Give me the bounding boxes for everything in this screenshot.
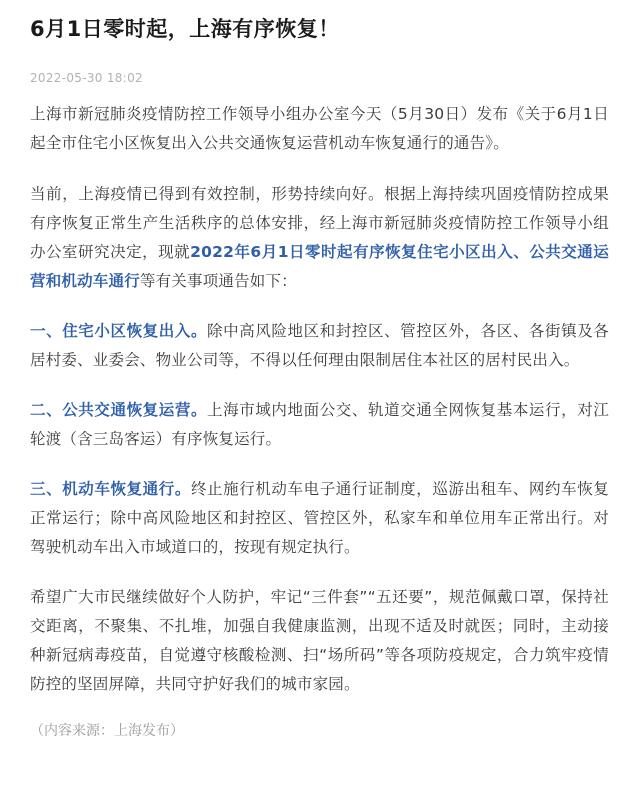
section-public-transport — [30, 396, 609, 454]
section-body: 上海市域内地面公交、轨道交通全网恢复基本运行，对江轮渡（含三岛客运）有序恢复运行。 — [30, 401, 609, 448]
intro-paragraph: 上海市新冠肺炎疫情防控工作领导小组办公室今天（5月30日）发布《关于6月1日起全市住宅小区恢复出入公共交通恢复运营机动车恢复通行的通告》。 — [30, 105, 609, 152]
section-heading: 三、机动车恢复通行。 — [30, 480, 191, 498]
section-body: 终止施行机动车电子通行证制度，巡游出租车、网约车恢复正常运行；除中高风险地区和封控区、管控区外，私家车和单位用车正常出行。对驾驶机动车出入市域道口的，按现有规定执行。 — [30, 480, 609, 556]
publish-date: 2022-05-30 18:02 — [30, 71, 143, 85]
context-highlight: 2022年6月1日零时起有序恢复住宅小区出入、公共交通运营和机动车通行 — [30, 243, 609, 290]
section-residential — [30, 317, 609, 375]
context-text-end: 等有关事项通告如下： — [139, 272, 297, 290]
context-text: 当前，上海疫情已得到有效控制，形势持续向好。根据上海持续巩固疫情防控成果有序恢复正常生产生活秩序的总体安排，经上海市新冠肺炎疫情防控工作领导小组办公室研究决定，现就 — [30, 185, 609, 261]
section-motor-vehicles — [30, 475, 609, 562]
closing-paragraph: 希望广大市民继续做好个人防护，牢记“三件套”“五还要”，规范佩戴口罩，保持社交距离，不聚集、不扎堆，加强自我健康监测，出现不适及时就医；同时，主动接种新冠病毒疫苗，自觉遵守核酸检测、扫“场所码”等各项防疫规定，合力筑牢疫情防控的坚固屏障，共同守护好我们的城市家园。 — [30, 588, 609, 693]
section-heading: 一、住宅小区恢复出入。 — [30, 322, 208, 340]
article-title: 6月1日零时起，上海有序恢复！ — [30, 17, 340, 41]
context-paragraph — [30, 180, 609, 296]
content-source: （内容来源：上海发布） — [30, 723, 184, 739]
section-body: 除中高风险地区和封控区、管控区外，各区、各街镇及各居村委、业委会、物业公司等，不得以任何理由限制居住本社区的居村民出入。 — [30, 322, 609, 369]
section-heading: 二、公共交通恢复运营。 — [30, 401, 208, 419]
